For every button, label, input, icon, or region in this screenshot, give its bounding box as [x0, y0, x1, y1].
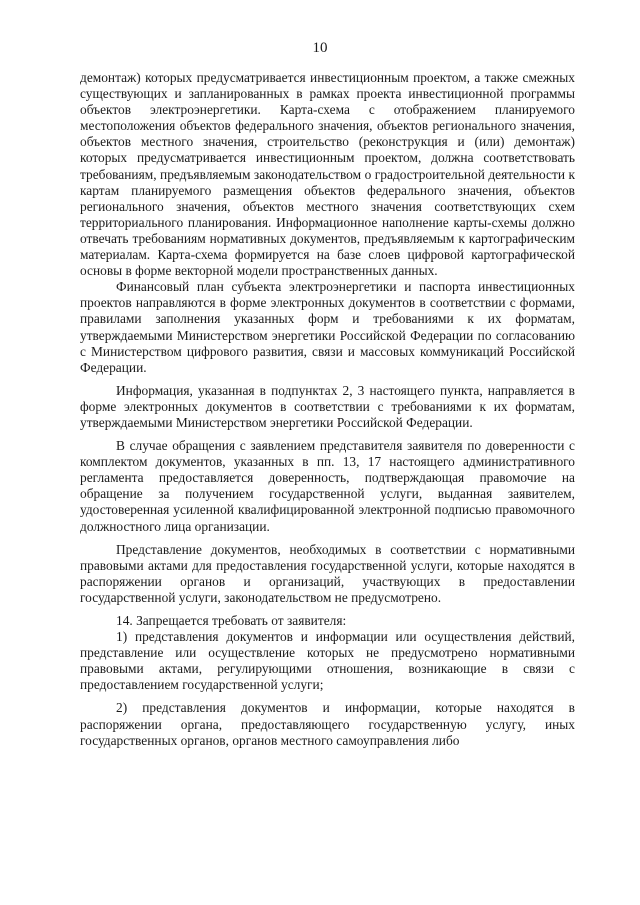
paragraph-8: 2) представления документов и информации, которые находятся в распоряжении органа, предоставляющего государственную услугу, иных государственных органов, органов местного самоуправления либо [80, 700, 575, 748]
paragraph-1: демонтаж) которых предусматривается инвестиционным проектом, а также смежных существующих и запланированных в рамках проекта инвестиционной программы объектов электроэнергетики. Карта-схема с отображением планируемого местоположения объектов федерального значения, объектов регионального значения, объектов местного значения, строительство (реконструкция и (или) демонтаж) которых предусматривается инвестиционным проектом, должна соответствовать требованиям, предъявляемым законодательством о градостроительной деятельности к картам планируемого размещения объектов федерального значения, объектов регионального значения, объектов местного значения соответствующих схем территориального планирования. Информационное наполнение карты-схемы должно отвечать требованиям нормативных документов, предъявляемым к картографическим материалам. Карта-схема формируется на базе слоев цифровой картографической основы в форме векторной модели пространственных данных. [80, 70, 575, 279]
paragraph-5: Представление документов, необходимых в соответствии с нормативными правовыми актами для предоставления государственной услуги, которые находятся в распоряжении органов и организаций, участвующих в предоставлении государственной услуги, законодательством не предусмотрено. [80, 541, 575, 605]
document-body [80, 70, 575, 749]
page-number: 10 [312, 40, 328, 56]
paragraph-4: В случае обращения с заявлением представителя заявителя по доверенности с комплектом документов, указанных в пп. 13, 17 настоящего административного регламента предоставляется доверенность, подтверждающая правомочие на обращение за получением государственной услуги, выданная заявителем, удостоверенная усиленной квалифицированной электронной подписью правомочного должностного лица организации. [80, 438, 575, 534]
paragraph-6: 14. Запрещается требовать от заявителя: [116, 613, 347, 628]
paragraph-3: Информация, указанная в подпунктах 2, 3 настоящего пункта, направляется в форме электронных документов в соответствии с требованиями к их форматам, утверждаемыми Министерством энергетики Российской Федерации. [80, 382, 575, 430]
paragraph-7: 1) представления документов и информации или осуществления действий, представление или осуществление которых не предусмотрено нормативными правовыми актами, регулирующими отношения, возникающие в связи с предоставлением государственной услуги; [80, 629, 575, 693]
paragraph-2: Финансовый план субъекта электроэнергетики и паспорта инвестиционных проектов направляются в форме электронных документов в соответствии с формами, правилами заполнения указанных форм и требованиями к их форматам, утверждаемыми Министерством энергетики Российской Федерации по согласованию с Министерством цифрового развития, связи и массовых коммуникаций Российской Федерации. [80, 279, 575, 375]
